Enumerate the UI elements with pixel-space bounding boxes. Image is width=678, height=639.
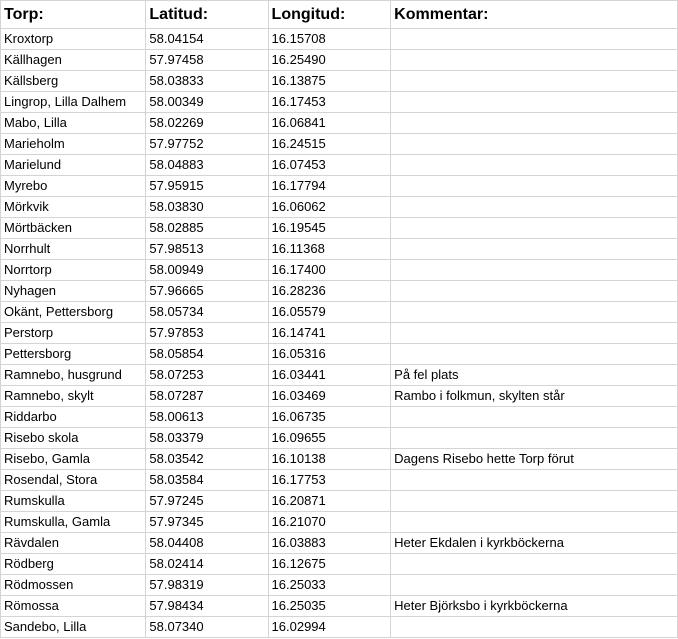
cell-latitud[interactable]: 57.98434	[146, 596, 268, 617]
cell-latitud[interactable]: 57.97345	[146, 512, 268, 533]
cell-longitud[interactable]: 16.05579	[268, 302, 391, 323]
table-row	[1, 113, 678, 134]
cell-longitud[interactable]: 16.13875	[268, 71, 391, 92]
cell-kommentar[interactable]	[391, 239, 678, 260]
cell-torp[interactable]: Lingrop, Lilla Dalhem	[1, 92, 146, 113]
cell-kommentar[interactable]	[391, 491, 678, 512]
cell-kommentar[interactable]	[391, 113, 678, 134]
table-row	[1, 71, 678, 92]
cell-longitud[interactable]: 16.03883	[268, 533, 391, 554]
table-row	[1, 407, 678, 428]
cell-kommentar[interactable]: Heter Ekdalen i kyrkböckerna	[391, 533, 678, 554]
cell-longitud[interactable]: 16.09655	[268, 428, 391, 449]
cell-longitud[interactable]: 16.17753	[268, 470, 391, 491]
cell-kommentar[interactable]	[391, 176, 678, 197]
cell-kommentar[interactable]: Dagens Risebo hette Torp förut	[391, 449, 678, 470]
table-row	[1, 365, 678, 386]
table-row	[1, 470, 678, 491]
table-row	[1, 386, 678, 407]
header-cell-torp[interactable]: Torp:	[1, 1, 146, 29]
header-cell-kommentar[interactable]: Kommentar:	[391, 1, 678, 29]
cell-kommentar[interactable]	[391, 155, 678, 176]
cell-latitud[interactable]: 58.02885	[146, 218, 268, 239]
cell-kommentar[interactable]	[391, 281, 678, 302]
cell-torp[interactable]: Rödmossen	[1, 575, 146, 596]
table-row	[1, 176, 678, 197]
cell-torp[interactable]: Rödberg	[1, 554, 146, 575]
table-row	[1, 281, 678, 302]
cell-kommentar[interactable]: Rambo i folkmun, skylten står	[391, 386, 678, 407]
table-row	[1, 29, 678, 50]
cell-latitud[interactable]: 58.04408	[146, 533, 268, 554]
cell-torp[interactable]: Norrhult	[1, 239, 146, 260]
cell-torp[interactable]: Perstorp	[1, 323, 146, 344]
cell-kommentar[interactable]: På fel plats	[391, 365, 678, 386]
cell-kommentar[interactable]	[391, 344, 678, 365]
cell-torp[interactable]: Marielund	[1, 155, 146, 176]
cell-longitud[interactable]: 16.03469	[268, 386, 391, 407]
cell-longitud[interactable]: 16.05316	[268, 344, 391, 365]
cell-latitud[interactable]: 58.07340	[146, 617, 268, 638]
cell-latitud[interactable]: 57.97752	[146, 134, 268, 155]
cell-latitud[interactable]: 58.05734	[146, 302, 268, 323]
cell-kommentar[interactable]	[391, 428, 678, 449]
cell-torp[interactable]: Risebo skola	[1, 428, 146, 449]
table-row	[1, 428, 678, 449]
cell-torp[interactable]: Norrtorp	[1, 260, 146, 281]
table-row	[1, 449, 678, 470]
table-row	[1, 491, 678, 512]
cell-longitud[interactable]: 16.12675	[268, 554, 391, 575]
cell-longitud[interactable]: 16.11368	[268, 239, 391, 260]
cell-longitud[interactable]: 16.20871	[268, 491, 391, 512]
cell-latitud[interactable]: 57.97458	[146, 50, 268, 71]
cell-torp[interactable]: Mabo, Lilla	[1, 113, 146, 134]
cell-kommentar[interactable]	[391, 29, 678, 50]
cell-longitud[interactable]: 16.21070	[268, 512, 391, 533]
cell-torp[interactable]: Rumskulla	[1, 491, 146, 512]
cell-latitud[interactable]: 58.02269	[146, 113, 268, 134]
cell-latitud[interactable]: 58.03833	[146, 71, 268, 92]
cell-latitud[interactable]: 58.03542	[146, 449, 268, 470]
cell-kommentar[interactable]: Heter Björksbo i kyrkböckerna	[391, 596, 678, 617]
cell-torp[interactable]: Ramnebo, husgrund	[1, 365, 146, 386]
cell-longitud[interactable]: 16.03441	[268, 365, 391, 386]
cell-kommentar[interactable]	[391, 71, 678, 92]
cell-latitud[interactable]: 58.07253	[146, 365, 268, 386]
cell-latitud[interactable]: 58.02414	[146, 554, 268, 575]
cell-torp[interactable]: Rumskulla, Gamla	[1, 512, 146, 533]
cell-torp[interactable]: Mörkvik	[1, 197, 146, 218]
cell-latitud[interactable]: 58.00349	[146, 92, 268, 113]
cell-longitud[interactable]: 16.25035	[268, 596, 391, 617]
table-row	[1, 323, 678, 344]
table-row	[1, 533, 678, 554]
cell-longitud[interactable]: 16.14741	[268, 323, 391, 344]
cell-torp[interactable]: Okänt, Pettersborg	[1, 302, 146, 323]
table-row	[1, 617, 678, 638]
cell-torp[interactable]: Sandebo, Lilla	[1, 617, 146, 638]
table-row	[1, 554, 678, 575]
cell-latitud[interactable]: 58.04154	[146, 29, 268, 50]
cell-kommentar[interactable]	[391, 575, 678, 596]
cell-kommentar[interactable]	[391, 260, 678, 281]
cell-latitud[interactable]: 58.00949	[146, 260, 268, 281]
cell-torp[interactable]: Römossa	[1, 596, 146, 617]
cell-latitud[interactable]: 57.97853	[146, 323, 268, 344]
table-row	[1, 239, 678, 260]
cell-torp[interactable]: Risebo, Gamla	[1, 449, 146, 470]
cell-longitud[interactable]: 16.02994	[268, 617, 391, 638]
table-row	[1, 596, 678, 617]
cell-kommentar[interactable]	[391, 50, 678, 71]
cell-kommentar[interactable]	[391, 512, 678, 533]
cell-longitud[interactable]: 16.24515	[268, 134, 391, 155]
cell-longitud[interactable]: 16.15708	[268, 29, 391, 50]
cell-latitud[interactable]: 58.05854	[146, 344, 268, 365]
cell-longitud[interactable]: 16.06841	[268, 113, 391, 134]
cell-kommentar[interactable]	[391, 617, 678, 638]
cell-kommentar[interactable]	[391, 302, 678, 323]
cell-torp[interactable]: Rosendal, Stora	[1, 470, 146, 491]
cell-kommentar[interactable]	[391, 323, 678, 344]
cell-torp[interactable]: Riddarbo	[1, 407, 146, 428]
cell-latitud[interactable]: 57.95915	[146, 176, 268, 197]
table-row	[1, 575, 678, 596]
cell-latitud[interactable]: 58.03830	[146, 197, 268, 218]
cell-torp[interactable]: Ramnebo, skylt	[1, 386, 146, 407]
cell-longitud[interactable]: 16.10138	[268, 449, 391, 470]
cell-torp[interactable]: Pettersborg	[1, 344, 146, 365]
cell-torp[interactable]: Källsberg	[1, 71, 146, 92]
cell-torp[interactable]: Källhagen	[1, 50, 146, 71]
table-row	[1, 344, 678, 365]
cell-longitud[interactable]: 16.06062	[268, 197, 391, 218]
table-row	[1, 218, 678, 239]
cell-torp[interactable]: Nyhagen	[1, 281, 146, 302]
cell-kommentar[interactable]	[391, 197, 678, 218]
cell-kommentar[interactable]	[391, 134, 678, 155]
header-cell-latitud[interactable]: Latitud:	[146, 1, 268, 29]
cell-torp[interactable]: Myrebo	[1, 176, 146, 197]
cell-kommentar[interactable]	[391, 470, 678, 491]
header-row	[1, 1, 678, 29]
table-row	[1, 197, 678, 218]
cell-kommentar[interactable]	[391, 92, 678, 113]
cell-torp[interactable]: Kroxtorp	[1, 29, 146, 50]
table-row	[1, 302, 678, 323]
cell-latitud[interactable]: 58.03379	[146, 428, 268, 449]
cell-longitud[interactable]: 16.28236	[268, 281, 391, 302]
cell-longitud[interactable]: 16.06735	[268, 407, 391, 428]
table-row	[1, 134, 678, 155]
cell-longitud[interactable]: 16.17794	[268, 176, 391, 197]
cell-longitud[interactable]: 16.07453	[268, 155, 391, 176]
table-row	[1, 260, 678, 281]
table-row	[1, 50, 678, 71]
cell-latitud[interactable]: 57.98513	[146, 239, 268, 260]
cell-latitud[interactable]: 57.98319	[146, 575, 268, 596]
cell-longitud[interactable]: 16.17400	[268, 260, 391, 281]
cell-kommentar[interactable]	[391, 407, 678, 428]
cell-latitud[interactable]: 58.00613	[146, 407, 268, 428]
cell-latitud[interactable]: 57.96665	[146, 281, 268, 302]
cell-latitud[interactable]: 57.97245	[146, 491, 268, 512]
cell-longitud[interactable]: 16.17453	[268, 92, 391, 113]
header-cell-longitud[interactable]: Longitud:	[268, 1, 391, 29]
cell-longitud[interactable]: 16.19545	[268, 218, 391, 239]
table-row	[1, 512, 678, 533]
cell-latitud[interactable]: 58.03584	[146, 470, 268, 491]
cell-torp[interactable]: Mörtbäcken	[1, 218, 146, 239]
cell-torp[interactable]: Marieholm	[1, 134, 146, 155]
cell-longitud[interactable]: 16.25490	[268, 50, 391, 71]
table-row	[1, 155, 678, 176]
cell-latitud[interactable]: 58.07287	[146, 386, 268, 407]
cell-kommentar[interactable]	[391, 218, 678, 239]
cell-kommentar[interactable]	[391, 554, 678, 575]
cell-torp[interactable]: Rävdalen	[1, 533, 146, 554]
table-row	[1, 92, 678, 113]
cell-latitud[interactable]: 58.04883	[146, 155, 268, 176]
cell-longitud[interactable]: 16.25033	[268, 575, 391, 596]
